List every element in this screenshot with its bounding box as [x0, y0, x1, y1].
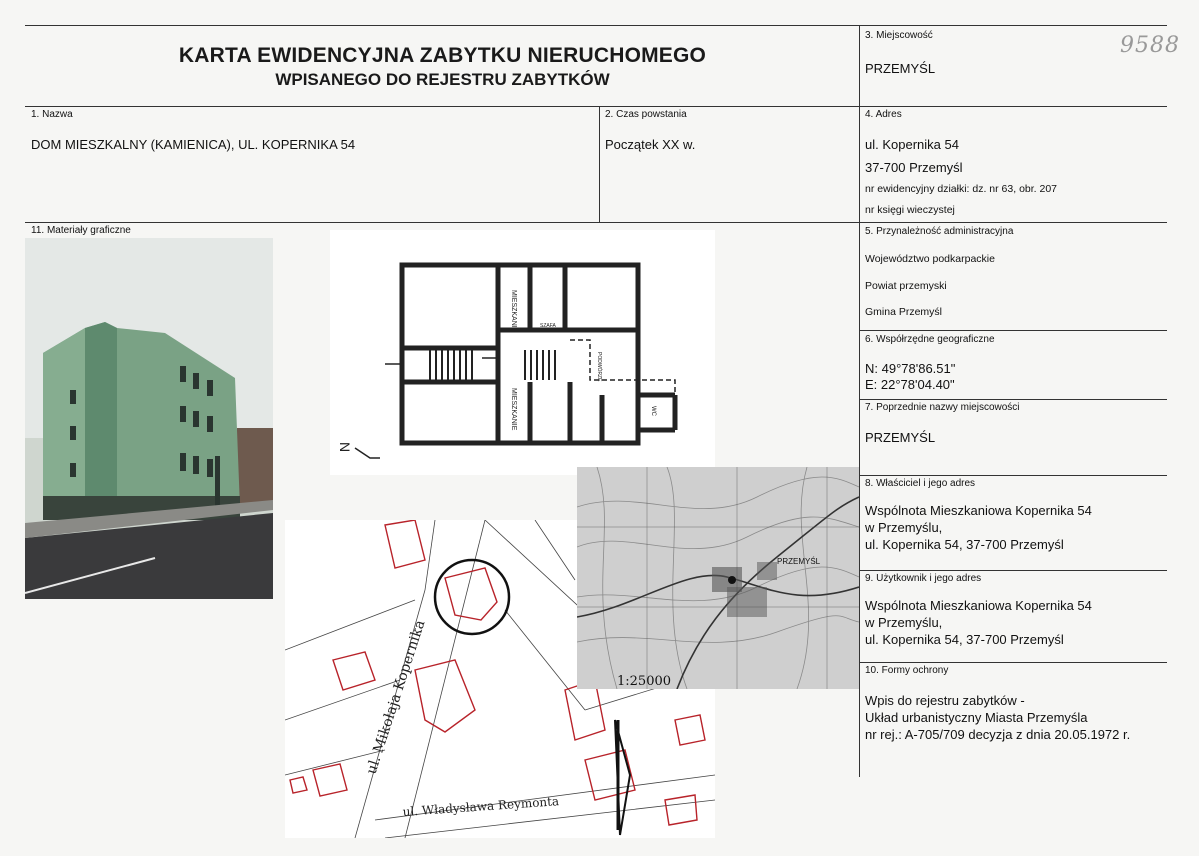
field-10-line2: Układ urbanistyczny Miasta Przemyśla: [865, 710, 1088, 725]
field-4-line4: nr księgi wieczystej: [865, 204, 955, 216]
floor-plan-room-szafa: SZAFA: [540, 323, 556, 329]
field-11-label: 11. Materiały graficzne: [31, 225, 131, 236]
field-4-line1: ul. Kopernika 54: [865, 137, 959, 152]
topo-town-label: PRZEMYŚL: [777, 557, 821, 566]
card-title-line2: WPISANEGO DO REJESTRU ZABYTKÓW: [275, 70, 610, 89]
field-6-latitude: N: 49°78'86.51": [865, 361, 956, 376]
street-label-kopernika: ul. Mikołaja Kopernika: [363, 618, 429, 777]
field-8-line1: Wspólnota Mieszkaniowa Kopernika 54: [865, 503, 1092, 518]
topo-scale-label: 1:25000: [617, 674, 672, 689]
floor-plan-drawing: [330, 230, 715, 475]
floor-plan-room-mieszkanie-bottom: MIESZKANIE: [510, 388, 517, 431]
field-10-line3: nr rej.: A-705/709 decyzja z dnia 20.05.1972 r.: [865, 727, 1131, 742]
handwritten-registry-number: 9588: [1120, 33, 1180, 58]
field-4-line3: nr ewidencyjny działki: dz. nr 63, obr. 207: [865, 183, 1058, 195]
frame-divider-right-column: [859, 25, 860, 777]
field-4-label: 4. Adres: [865, 109, 902, 120]
frame-line-f6-bottom: [859, 399, 1167, 400]
field-9-label: 9. Użytkownik i jego adres: [865, 573, 982, 584]
field-5-label: 5. Przynależność administracyjna: [865, 226, 1014, 237]
field-1-label: 1. Nazwa: [31, 109, 73, 120]
floor-plan-north-label: N: [337, 442, 353, 453]
field-10-label: 10. Formy ochrony: [865, 665, 949, 676]
card-title-line1: KARTA EWIDENCYJNA ZABYTKU NIERUCHOMEGO: [178, 44, 707, 67]
north-arrow-icon: [355, 448, 380, 458]
field-5-line2: Powiat przemyski: [865, 280, 947, 292]
floor-plan-room-wc: WC: [650, 406, 656, 416]
field-9-line1: Wspólnota Mieszkaniowa Kopernika 54: [865, 598, 1092, 613]
frame-line-row1-bottom: [25, 222, 1167, 223]
field-4-line2: 37-700 Przemyśl: [865, 160, 963, 175]
field-8-line2: w Przemyślu,: [865, 520, 943, 535]
building-photo: [25, 238, 273, 599]
frame-line-header-bottom: [25, 106, 1167, 107]
field-5-line1: Województwo podkarpackie: [865, 253, 995, 265]
floor-plan-room-podworze: PODWÓRZE: [596, 352, 602, 382]
frame-line-f8-bottom: [859, 570, 1167, 571]
floor-plan-room-mieszkanie-top: MIESZKANIE: [510, 290, 517, 333]
frame-line-f9-bottom: [859, 662, 1167, 663]
field-3-label: 3. Miejscowość: [865, 30, 933, 41]
field-5-line3: Gmina Przemyśl: [865, 306, 943, 318]
field-6-longitude: E: 22°78'04.40": [865, 377, 955, 392]
field-9-line2: w Przemyślu,: [865, 615, 943, 630]
field-8-label: 8. Właściciel i jego adres: [865, 478, 976, 489]
field-6-label: 6. Współrzędne geograficzne: [865, 334, 995, 345]
frame-divider-nazwa-czas: [599, 106, 600, 222]
field-2-value: Początek XX w.: [605, 137, 696, 152]
frame-line-f5-bottom: [859, 330, 1167, 331]
street-label-reymonta: ul. Władysława Reymonta: [402, 794, 560, 819]
field-10-line1: Wpis do rejestru zabytków -: [865, 693, 1025, 708]
field-7-label: 7. Poprzednie nazwy miejscowości: [865, 402, 1020, 413]
field-9-line3: ul. Kopernika 54, 37-700 Przemyśl: [865, 632, 1064, 647]
field-3-value: PRZEMYŚL: [865, 61, 936, 76]
field-7-value: PRZEMYŚL: [865, 430, 936, 445]
field-1-value: DOM MIESZKALNY (KAMIENICA), UL. KOPERNIKA 54: [31, 137, 356, 152]
frame-line-f7-bottom: [859, 475, 1167, 476]
topographic-map: [577, 467, 859, 689]
frame-top-line: [25, 25, 1167, 26]
field-2-label: 2. Czas powstania: [605, 109, 687, 120]
field-8-line3: ul. Kopernika 54, 37-700 Przemyśl: [865, 537, 1064, 552]
